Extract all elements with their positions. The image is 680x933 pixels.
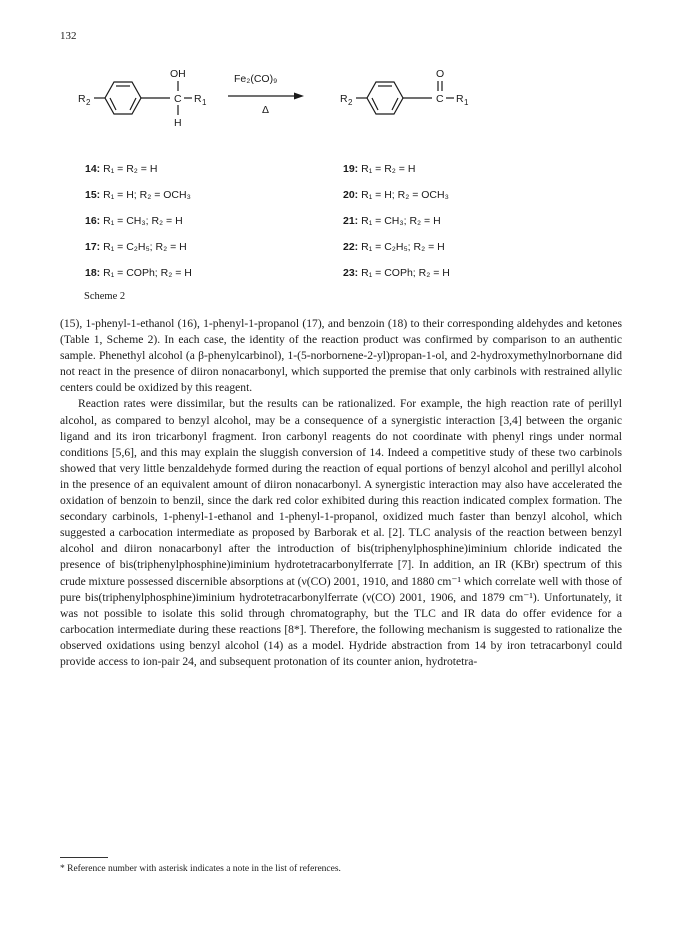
compound-right-23 xyxy=(343,267,450,281)
product-r2: R xyxy=(340,93,348,105)
compound-substituents: R₁ = H; R₂ = OCH₃ xyxy=(103,189,191,201)
compound-number: 16: xyxy=(85,215,101,227)
compound-left-15 xyxy=(85,189,191,203)
compound-right-19 xyxy=(343,163,415,177)
compound-substituents: R₁ = COPh; R₂ = H xyxy=(361,267,450,279)
reactant-h: H xyxy=(174,117,182,129)
compound-number: 21: xyxy=(343,215,359,227)
compound-substituents: R₁ = C₂H₅; R₂ = H xyxy=(361,241,445,253)
compound-left-17 xyxy=(85,241,187,255)
compound-number: 23: xyxy=(343,267,359,279)
paragraph-2: Reaction rates were dissimilar, but the results can be rationalized. For example, the high reaction rate of perillyl alcohol, as compared to benzyl alcohol, may be a consequence of a synergistic interaction [3,4] between the organic ligand and its iron tricarbonyl fragment. Iron carbonyl reagents do not coordinate with phenyl rings under normal conditions [5,6], and this may explain the sluggish conversion of 14. Indeed a competitive study of these two carbinols showed that very little benzaldehyde formed during the reaction of equal portions of benzyl alcohol and perillyl alcohol in the presence of an equivalent amount of diiron nonacarbonyl. A synergistic interaction may also have accelerated the oxidation of benzoin to benzil, since the dark red color exhibited during this reaction indicated complex formation. The secondary carbinols, 1-phenyl-1-ethanol and 1-phenyl-1-propanol, oxidized much faster than benzyl alcohol, which suggested a carbocation intermediate as proposed by Barborak et al. [2]. TLC analysis of the reaction between benzyl alcohol and diiron nonacarbonyl after the introduction of bis(triphenylphosphine)iminium chloride indicated the presence of bis(triphenylphosphine)iminium hydrotetracarbonylferrate [7]. In addition, an IR (KBr) spectrum of this crude mixture possessed discernible absorptions at (ν(CO) 2001, 1910, and 1880 cm⁻¹ which correlate well with those of pure bis(triphenylphosphine)iminium hydrotetracarbonylferrate (ν(CO) 2001, 1906, and 1879 cm⁻¹). Unfortunately, it was not possible to isolate this solid through chromatography, but the TLC and IR data do offer evidence for a carbocation intermediate during these reactions [8*]. Therefore, the following mechanism is suggested to rationalize the observed oxidations using benzyl alcohol (14) as a model. Hydride abstraction from 14 by iron tetracarbonyl could provide access to ion-pair 24, and subsequent protonation of its counter anion, hydrotetra- xyxy=(60,397,622,668)
product-r2-sub: 2 xyxy=(348,98,353,107)
compound-substituents: R₁ = COPh; R₂ = H xyxy=(103,267,192,279)
product-r1-sub: 1 xyxy=(464,98,469,107)
reactant-r1: R xyxy=(194,93,202,105)
page-number: 132 xyxy=(60,30,77,42)
compound-number: 22: xyxy=(343,241,359,253)
compound-left-18 xyxy=(85,267,192,281)
footnote-divider xyxy=(60,857,108,858)
scheme-drawing xyxy=(78,56,638,176)
compound-substituents: R₁ = R₂ = H xyxy=(361,163,416,175)
compound-right-21 xyxy=(343,215,441,229)
scheme-caption: Scheme 2 xyxy=(84,291,126,302)
body-text xyxy=(60,316,622,670)
compound-substituents: R₁ = C₂H₅; R₂ = H xyxy=(103,241,187,253)
reactant-oh: OH xyxy=(170,68,186,80)
condition-label: Δ xyxy=(262,104,270,116)
compound-right-22 xyxy=(343,241,445,255)
reactant-r1-sub: 1 xyxy=(202,98,207,107)
compound-number: 20: xyxy=(343,189,359,201)
footnote: * Reference number with asterisk indicates a note in the list of references. xyxy=(60,864,341,874)
reaction-scheme xyxy=(78,56,638,176)
reaction-arrow xyxy=(228,93,304,100)
reagent-label: Fe₂(CO)₉ xyxy=(234,73,278,85)
paragraph-1: (15), 1-phenyl-1-ethanol (16), 1-phenyl-1-propanol (17), and benzoin (18) to their corresponding aldehydes and ketones (Table 1, Scheme 2). In each case, the identity of the reaction product was confirmed by comparison to an authentic sample. Phenethyl alcohol (a β-phenylcarbinol), 1-(5-norbornene-2-yl)propan-1-ol, and 2-hydroxymethylnorbornane did not react in the presence of diiron nonacarbonyl, which supported the premise that only carbinols with restrained allylic centers could be oxidized by this reagent. xyxy=(60,317,622,395)
compound-number: 17: xyxy=(85,241,101,253)
product-c: C xyxy=(436,93,444,105)
compound-substituents: R₁ = R₂ = H xyxy=(103,163,158,175)
compound-substituents: R₁ = CH₃; R₂ = H xyxy=(103,215,183,227)
reactant-r2: R xyxy=(78,93,86,105)
product-o: O xyxy=(436,68,445,80)
product-r1: R xyxy=(456,93,464,105)
compound-left-14 xyxy=(85,163,157,177)
compound-number: 14: xyxy=(85,163,101,175)
reactant-r2-sub: 2 xyxy=(86,98,91,107)
compound-number: 18: xyxy=(85,267,101,279)
compound-substituents: R₁ = CH₃; R₂ = H xyxy=(361,215,441,227)
compound-left-16 xyxy=(85,215,183,229)
compound-number: 15: xyxy=(85,189,101,201)
compound-right-20 xyxy=(343,189,449,203)
reactant-c: C xyxy=(174,93,182,105)
compound-number: 19: xyxy=(343,163,359,175)
compound-substituents: R₁ = H; R₂ = OCH₃ xyxy=(361,189,449,201)
